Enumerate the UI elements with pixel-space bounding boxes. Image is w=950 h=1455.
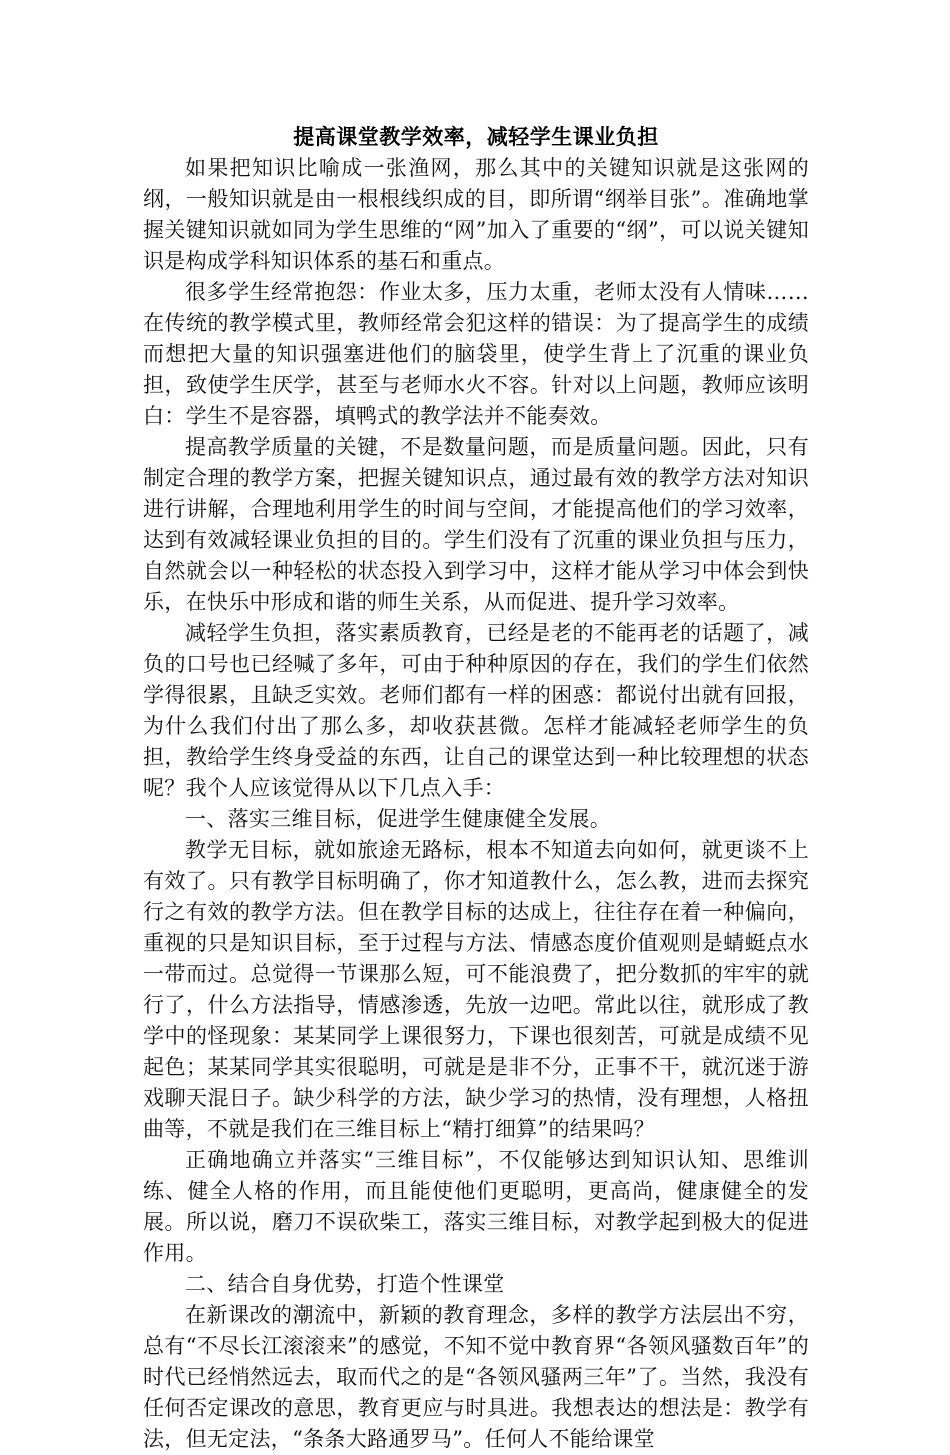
- paragraph-three-dimensional-goals: 正确地确立并落实“三维目标”，不仅能够达到知识认知、思维训练、健全人格的作用，而且能使他们更聪明，更高尚，健康健全的发展。所以说，磨刀不误砍柴工，落实三维目标，对教学起到极大的促进作用。: [143, 1148, 809, 1265]
- paragraph-teaching-quality: 提高教学质量的关键，不是数量问题，而是质量问题。因此，只有制定合理的教学方案，把握关键知识点，通过最有效的教学方法对知识进行讲解，合理地利用学生的时间与空间，才能提高他们的学习效率，达到有效减轻课业负担的目的。学生们没有了沉重的课业负担与压力，自然就会以一种轻松的状态投入到学习中，这样才能从学习中体会到快乐，在快乐中形成和谐的师生关系，从而促进、提升学习效率。: [143, 435, 809, 614]
- document-body: [143, 122, 809, 1455]
- paragraph-reduce-burden: 减轻学生负担，落实素质教育，已经是老的不能再老的话题了，减负的口号也已经喊了多年，可由于种种原因的存在，我们的学生们依然学得很累，且缺乏实效。老师们都有一样的困惑：都说付出就有回报，为什么我们付出了那么多，却收获甚微。怎样才能减轻老师学生的负担，教给学生终身受益的东西，让自己的课堂达到一种比较理想的状态呢？我个人应该觉得从以下几点入手：: [143, 621, 809, 800]
- section-heading-1: 一、落实三维目标，促进学生健康健全发展。: [185, 807, 611, 831]
- section-heading-2: 二、结合自身优势，打造个性课堂: [185, 1272, 505, 1296]
- paragraph-teaching-goals: 教学无目标，就如旅途无路标，根本不知道去向如何，就更谈不上有效了。只有教学目标明确了，你才知道教什么，怎么教，进而去探究行之有效的教学方法。但在教学目标的达成上，往往存在着一种偏向，重视的只是知识目标，至于过程与方法、情感态度价值观则是蜻蜓点水一带而过。总觉得一节课那么短，可不能浪费了，把分数抓的牢牢的就行了，什么方法指导，情感渗透，先放一边吧。常此以往，就形成了教学中的怪现象：某某同学上课很努力，下课也很刻苦，可就是成绩不见起色；某某同学其实很聪明，可就是是非不分，正事不干，就沉迷于游戏聊天混日子。缺少科学的方法，缺少学习的热情，没有理想，人格扭曲等，不就是我们在三维目标上“精打细算”的结果吗？: [143, 838, 809, 1141]
- paragraph-curriculum-reform: 在新课改的潮流中，新颖的教育理念，多样的教学方法层出不穷，总有“不尽长江滚滚来”的感觉，不知不觉中教育界“各领风骚数百年”的时代已经悄然远去，取而代之的是“各领风骚两三年”了。当然，我没有任何否定课改的意思，教育更应与时具进。我想表达的想法是：教学有法，但无定法，“条条大路通罗马”。任何人不能给课堂: [143, 1303, 809, 1451]
- paragraph-fishing-net: 如果把知识比喻成一张渔网，那么其中的关键知识就是这张网的纲，一般知识就是由一根根线织成的目，即所谓“纲举目张”。准确地掌握关键知识就如同为学生思维的“网”加入了重要的“纲”，可以说关键知识是构成学科知识体系的基石和重点。: [143, 156, 809, 273]
- document-title: 提高课堂教学效率，减轻学生课业负担: [293, 125, 659, 149]
- paragraph-student-complaints: 很多学生经常抱怨：作业太多，压力太重，老师太没有人情味……在传统的教学模式里，教师经常会犯这样的错误：为了提高学生的成绩而想把大量的知识强塞进他们的脑袋里，使学生背上了沉重的课业负担，致使学生厌学，甚至与老师水火不容。针对以上问题，教师应该明白：学生不是容器，填鸭式的教学法并不能奏效。: [143, 280, 809, 428]
